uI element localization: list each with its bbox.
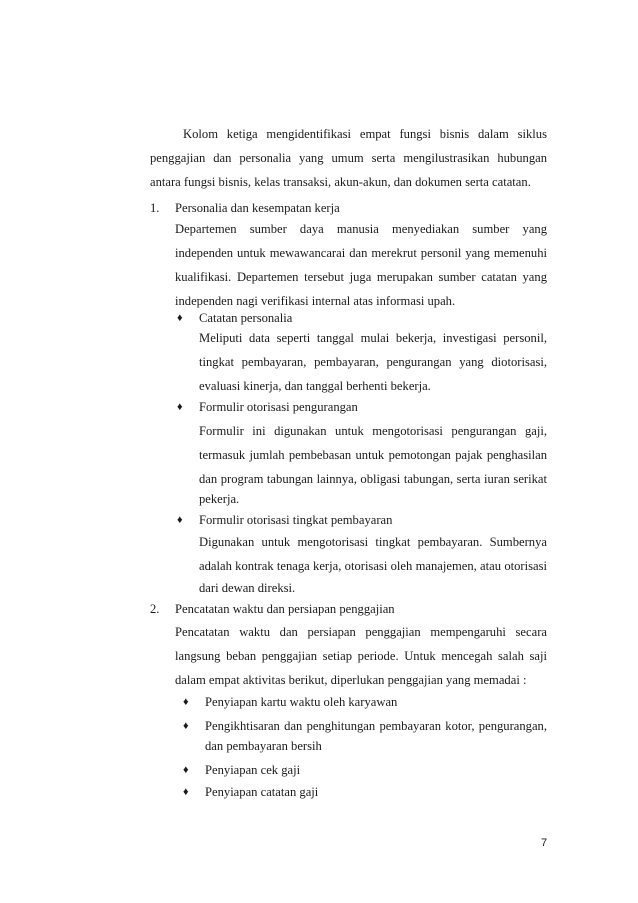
item-kartu-waktu: Penyiapan kartu waktu oleh karyawan	[205, 695, 398, 709]
item-otorisasi-tingkat-line-3: dari dewan direksi.	[199, 581, 296, 595]
item-otorisasi-pengurangan-line-1: Formulir ini digunakan untuk mengotorisasi pengurangan gaji,	[199, 424, 547, 438]
item-otorisasi-pengurangan-line-2: termasuk jumlah pembebasan untuk pemotongan pajak penghasilan	[199, 448, 547, 462]
item-pengikhtisaran-line-1: Pengikhtisaran dan penghitungan pembayaran kotor, pengurangan,	[205, 719, 547, 733]
section-2-number: 2.	[150, 602, 160, 616]
item-otorisasi-pengurangan-line-4: pekerja.	[199, 492, 240, 506]
diamond-bullet-icon: ♦	[183, 786, 189, 798]
section-2-body-line-2: langsung beban penggajian setiap periode. Untuk mencegah salah saji	[175, 649, 547, 663]
item-pengikhtisaran-line-2: dan pembayaran bersih	[205, 739, 322, 753]
diamond-bullet-icon: ♦	[183, 764, 189, 776]
item-cek-gaji: Penyiapan cek gaji	[205, 763, 301, 777]
diamond-bullet-icon: ♦	[177, 401, 183, 413]
intro-line-1: Kolom ketiga mengidentifikasi empat fungsi bisnis dalam siklus	[183, 127, 547, 141]
section-2-title: Pencatatan waktu dan persiapan penggajian	[175, 602, 395, 616]
section-2-body-line-1: Pencatatan waktu dan persiapan penggajian mempengaruhi secara	[175, 625, 547, 639]
section-1-number: 1.	[150, 201, 160, 215]
page-number: 7	[541, 837, 548, 849]
diamond-bullet-icon: ♦	[177, 312, 183, 324]
item-catatan-personalia-line-1: Meliputi data seperti tanggal mulai bekerja, investigasi personil,	[199, 331, 547, 345]
item-otorisasi-tingkat-title: Formulir otorisasi tingkat pembayaran	[199, 513, 393, 527]
diamond-bullet-icon: ♦	[183, 696, 189, 708]
item-catatan-personalia-line-3: evaluasi kinerja, dan tanggal berhenti bekerja.	[199, 379, 431, 393]
intro-line-2: penggajian dan personalia yang umum serta mengilustrasikan hubungan	[150, 151, 547, 165]
section-1-title: Personalia dan kesempatan kerja	[175, 201, 340, 215]
section-2-body-line-3: dalam empat aktivitas berikut, diperlukan penggajian yang memadai :	[175, 673, 527, 687]
section-1-body-line-4: independen nagi verifikasi internal atas informasi upah.	[175, 294, 456, 308]
item-otorisasi-tingkat-line-2: adalah kontrak tenaga kerja, otorisasi oleh manajemen, atau otorisasi	[199, 559, 547, 573]
item-catatan-personalia-title: Catatan personalia	[199, 311, 293, 325]
intro-line-3: antara fungsi bisnis, kelas transaksi, akun-akun, dan dokumen serta catatan.	[150, 175, 531, 189]
item-catatan-gaji: Penyiapan catatan gaji	[205, 785, 319, 799]
diamond-bullet-icon: ♦	[183, 720, 189, 732]
item-otorisasi-pengurangan-title: Formulir otorisasi pengurangan	[199, 400, 358, 414]
section-1-body-line-1: Departemen sumber daya manusia menyediakan sumber yang	[175, 222, 547, 236]
item-otorisasi-tingkat-line-1: Digunakan untuk mengotorisasi tingkat pembayaran. Sumbernya	[199, 535, 547, 549]
section-1-body-line-2: independen untuk mewawancarai dan merekrut personil yang memenuhi	[175, 246, 547, 260]
section-1-body-line-3: kualifikasi. Departemen tersebut juga merupakan sumber catatan yang	[175, 270, 547, 284]
diamond-bullet-icon: ♦	[177, 514, 183, 526]
item-catatan-personalia-line-2: tingkat pembayaran, pembayaran, pengurangan yang diotorisasi,	[199, 355, 547, 369]
item-otorisasi-pengurangan-line-3: dan program tabungan lainnya, obligasi tabungan, serta iuran serikat	[199, 472, 547, 486]
